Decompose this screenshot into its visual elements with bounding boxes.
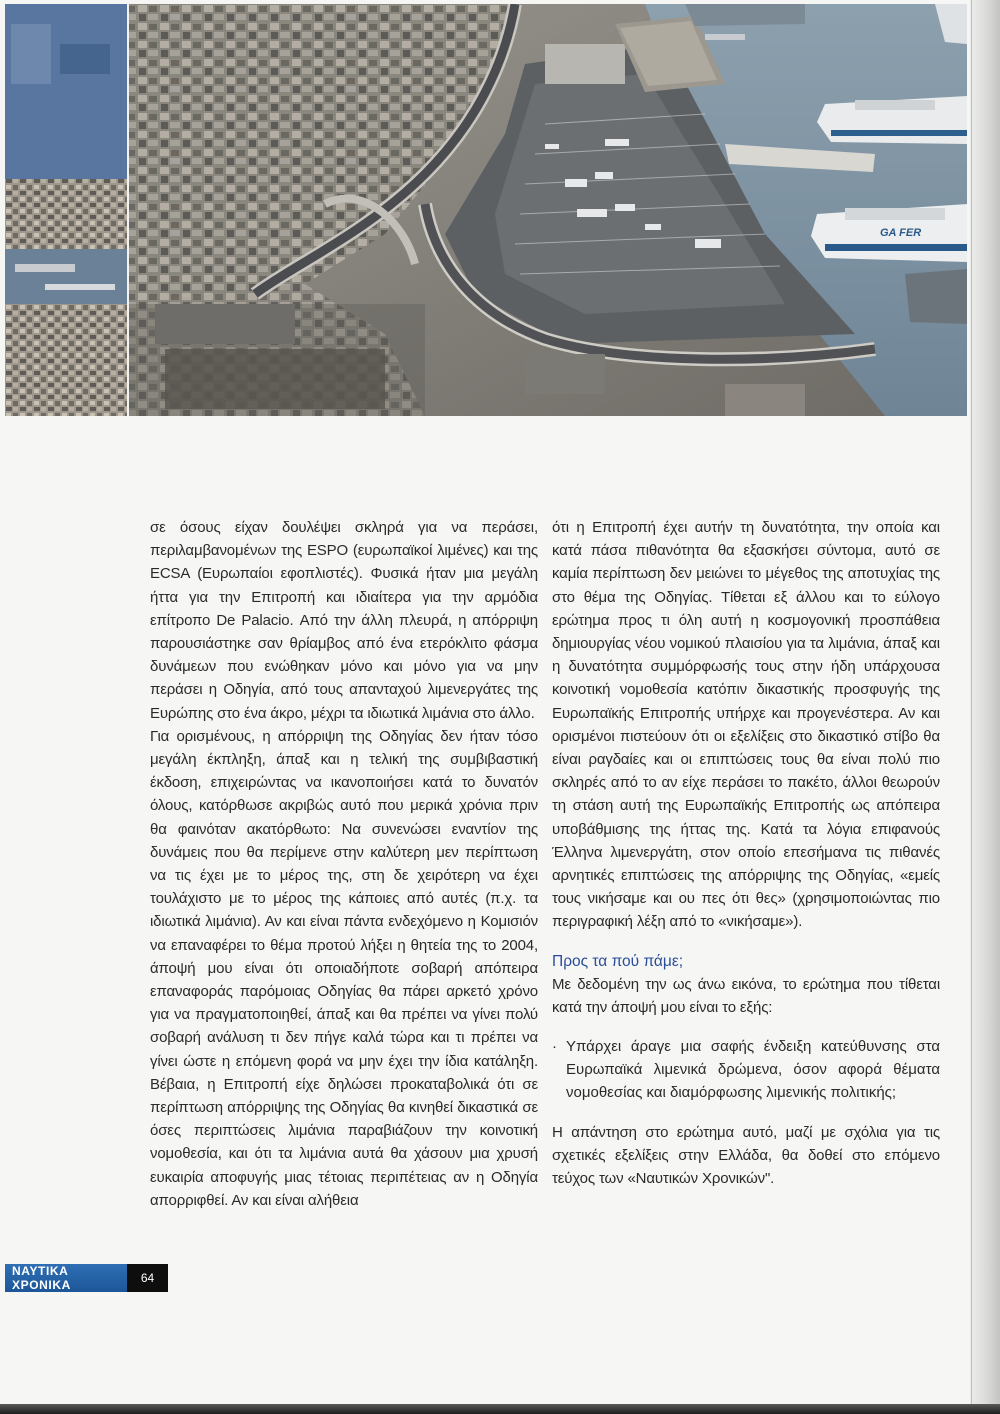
page-edge-shadow: [970, 0, 1000, 1414]
left-paragraph-1: σε όσους είχαν δουλέψει σκληρά για να περάσει, περιλαμβανομένων της ESPO (ευρωπαϊκοί λιμένες) και της ECSA (Ευρωπαίοι εφοπλιστές). Φυσικά ήταν μια μεγάλη ήττα για την Επιτροπή και ιδιαίτερα για την αρμόδια επίτροπο De Palacio. Από την άλλη πλευρά, η απόρριψη παρουσιάστηκε σαν θρίαμβος από ένα ετερόκλιτο φάσμα δυνάμεων που ενώθηκαν μόνο και μόνο για να μην περάσει η Οδηγία, από τους απανταχού λιμενεργάτες της Ευρώπης στο ένα άκρο, μέχρι τα ιδιωτικά λιμάνια στο άλλο.: [150, 519, 538, 722]
aerial-port-photo: [5, 4, 967, 416]
page-edge-line: [971, 0, 972, 1414]
bullet-item: [552, 1035, 940, 1105]
right-paragraph-lead: Με δεδομένη την ως άνω εικόνα, το ερώτημα που τίθεται κατά την άποψή μου είναι το εξής:: [552, 975, 940, 1016]
article-body: [150, 516, 940, 1212]
section-subheading: Προς τα πού πάμε;: [552, 952, 684, 970]
right-column: [552, 516, 940, 1212]
magazine-title: ΝΑΥΤΙΚΑ ΧΡΟΝΙΚΑ: [12, 1264, 71, 1292]
left-paragraph-2: Για ορισμένους, η απόρριψη της Οδηγίας δεν ήταν τόσο μεγάλη έκπληξη, άπαξ και η τελική της συμβιβαστική έκδοση, επιχειρώντας να ικανοποιήσει κατά το δυνατόν όλους, κατόρθωσε ακριβώς αυτό που μερικά χρόνια πριν θα φαινόταν ακατόρθωτο: Να συνενώσει εναντίον της δυνάμεις που θα περίμενε στην καλύτερη μεν περίπτωση να τις έχει με το μέρος της, στη δε χειρότερη να έχει τουλάχιστο με το μέρος της κάποιες από αυτές (π.χ. τα ιδιωτικά λιμάνια). Αν και είναι πάντα ενδεχόμενο η Κομισιόν να επαναφέρει το θέμα προτού λήξει η θητεία της το 2004, άποψή μου είναι ότι οποιαδήποτε σοβαρή απόπειρα επαναφοράς παρόμοιας Οδηγίας θα πάρει αρκετό χρόνο για να πραγματοποιηθεί, άπαξ και θα πρέπει να γίνει πολύ σοβαρή ανάλυση τι δεν πήγε καλά τώρα και τι πρέπει να γίνει ώστε η επόμενη φορά να μην έχει την ίδια κατάληξη. Βέβαια, η Επιτροπή είχε δηλώσει προκαταβολικά ότι σε περίπτωση απόρριψης της Οδηγίας θα κινηθεί δικαστικά σε όσες περιπτώσεις λιμάνια παραβιάζουν την κοινοτική νομοθεσία, και ότι τα λιμάνια αυτά θα χάσουν μια χρυσή ευκαιρία αποφυγής μιας τέτοιας περιπέτειας αν η Οδηγία απορριφθεί. Αν και είναι αλήθεια: [150, 727, 538, 1209]
left-column: [150, 516, 538, 1212]
page-number: 64: [127, 1264, 168, 1292]
bullet-marker: ·: [552, 1038, 557, 1056]
footer-bar: [5, 1264, 168, 1292]
ship-hull-text: GA FER: [880, 227, 922, 239]
ferry-ship-1: [817, 96, 967, 144]
bottom-rule: [0, 1404, 1000, 1414]
bullet-text: Υπάρχει άραγε μια σαφής ένδειξη κατεύθυνσης στα Ευρωπαϊκά λιμενικά δρώμενα, όσον αφορά θέματα νομοθεσίας και διαμόρφωσης λιμενικής πολιτικής;: [566, 1038, 940, 1102]
closing-paragraph: Η απάντηση στο ερώτημα αυτό, μαζί με σχόλια για τις σχετικές εξελίξεις στην Ελλάδα, θα δοθεί στο επόμενο τεύχος των «Ναυτικών Χρονικών".: [552, 1123, 940, 1188]
right-paragraph-intro: ότι η Επιτροπή έχει αυτήν τη δυνατότητα, την οποία και κατά πάσα πιθανότητα θα εξασκήσει σύντομα, αυτό σε καμία περίπτωση δεν μειώνει το μέγεθος της αποτυχίας της στο θέμα της Οδηγίας. Τίθεται εξ άλλου και το εύλογο ερώτημα προς τι όλη αυτή η κοσμογονική προσπάθεια δημιουργίας νέου νομικού πλαισίου για τα λιμάνια, άπαξ και η δυνατότητα συμμόρφωσής τους στην ήδη υπάρχουσα κοινοτική νομοθεσία κατόπιν δικαστικής προσφυγής της Ευρωπαϊκής Επιτροπής υπήρχε και προγενέστερα. Αν και ορισμένοι πιστεύουν ότι οι εξελίξεις στο δικαστικό στίβο θα είναι ραγδαίες και οι επιπτώσεις τους θα είναι πολύ πιο σκληρές από το αν είχε περάσει το πακέτο, άλλοι θεωρούν τη στάση αυτή της Ευρωπαϊκής Επιτροπής ως απόπειρα υποβάθμισης της ήττας της. Κατά τα λόγια επιφανούς Έλληνα λιμενεργάτη, στον οποίο επεσήμανα τις πιθανές αρνητικές επιπτώσεις της απόρριψης της Οδηγίας, «εμείς τους νικήσαμε και ου πες ότι θες» (χρησιμοποιώντας πιο περιγραφική λέξη από το «νικήσαμε»).: [552, 519, 940, 931]
aerial-port-illustration: [5, 4, 967, 416]
